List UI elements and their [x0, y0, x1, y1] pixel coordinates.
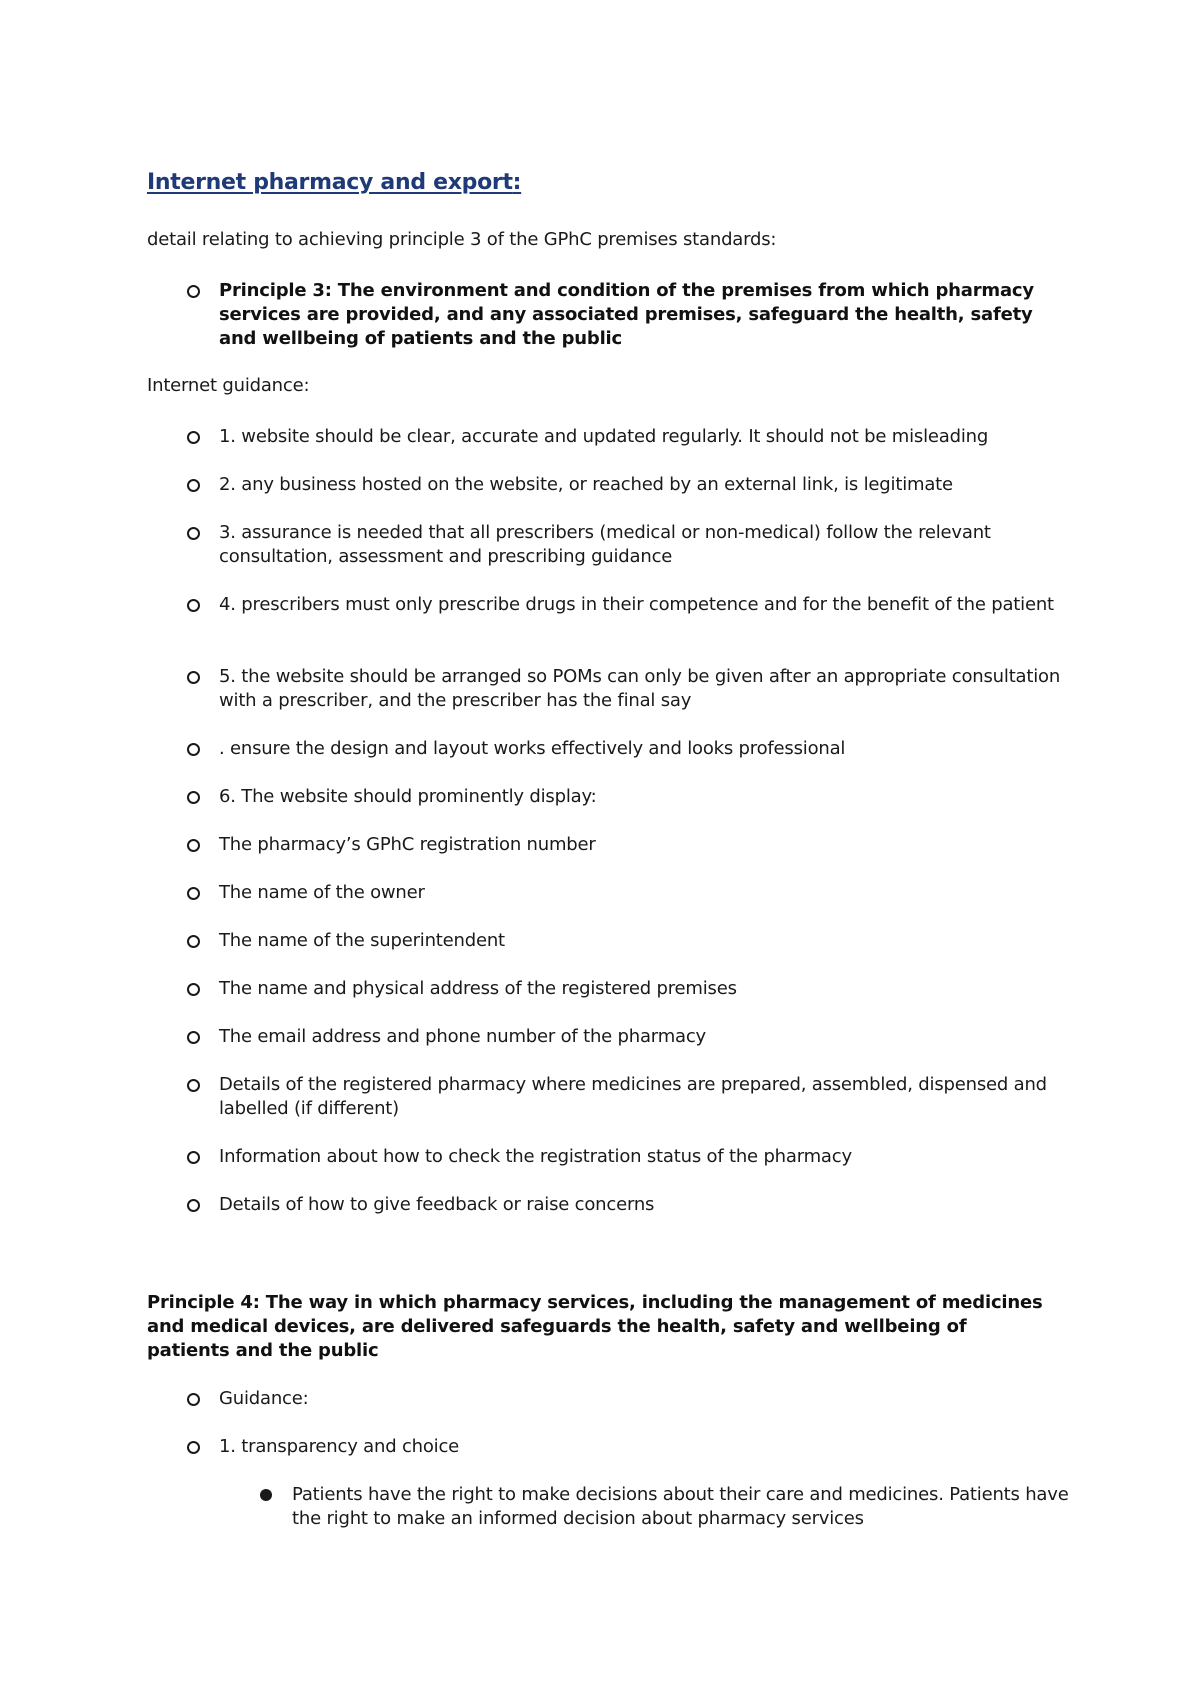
- principle-3-text: Principle 3: The environment and condition of the premises from which pharmacy services are provided, and any associated premises, safeguard the health, safety and wellbeing of patients and the public: [219, 280, 1034, 349]
- hollow-bullet-icon: [187, 1079, 200, 1092]
- hollow-bullet-icon: [187, 671, 200, 684]
- hollow-bullet-icon: [187, 431, 200, 444]
- hollow-bullet-icon: [187, 285, 200, 298]
- intro-text: detail relating to achieving principle 3 of the GPhC premises standards:: [147, 229, 777, 250]
- document-page: Internet pharmacy and export: detail relating to achieving principle 3 of the GPhC premises standards: Principle 3: The environment and condition of the premises from which pharmacy services are provided, and any associated premises, safeguard the health, safety and wellbeing of patients and the public Internet guidance: 1. website should be clear, accurate and updated regularly. It should not be misleading 2. any business hosted on the website, or reached by an external link, is legitimate 3. assurance is needed that all prescribers (medical or non-medical) follow the relevant consultation, assessment and prescribing guidance 4. prescribers must only prescribe drugs in their competence and for the benefit of the patient 5. the website should be arranged so POMs can only be given after an appropriate consultation with a prescriber, and the prescriber has the final say . ensure the design and layout works effectively and looks professional 6. The website should prominently display: The pharmacy’s GPhC registration number The name of the owner The name of the superintendent The name and physical address of the registered premises The email address and phone number of the pharmacy Details of the registered pharmacy where medicines are prepared, assembled, dispensed and labelled (if different) Information about how to check the registration status of the pharmacy Details of how to give feedback or raise concerns Principle 4: The way in which pharmacy services, including the management of medicines and medical devices, are delivered safeguards the health, safety and wellbeing of patients and the public Guidance: 1. transparency and choice Patients have the right to make decisions about their care and medicines. Patients have the right to make an informed decision about pharmacy services: [147, 170, 1069, 1529]
- hollow-bullet-icon: [187, 1441, 200, 1454]
- hollow-bullet-icon: [187, 479, 200, 492]
- hollow-bullet-icon: [187, 743, 200, 756]
- hollow-bullet-icon: [187, 887, 200, 900]
- hollow-bullet-icon: [187, 527, 200, 540]
- hollow-bullet-icon: [187, 839, 200, 852]
- hollow-bullet-icon: [187, 1151, 200, 1164]
- document-title: Internet pharmacy and export:: [147, 170, 522, 195]
- principle-4-heading: Principle 4: The way in which pharmacy services, including the management of medicines and medical devices, are delivered safeguards the health, safety and wellbeing of patients and the public: [147, 1292, 1043, 1361]
- internet-guidance-label: Internet guidance:: [147, 375, 310, 396]
- filled-bullet-icon: [260, 1489, 272, 1501]
- hollow-bullet-icon: [187, 1031, 200, 1044]
- hollow-bullet-icon: [187, 935, 200, 948]
- hollow-bullet-icon: [187, 1199, 200, 1212]
- hollow-bullet-icon: [187, 791, 200, 804]
- hollow-bullet-icon: [187, 599, 200, 612]
- hollow-bullet-icon: [187, 1393, 200, 1406]
- hollow-bullet-icon: [187, 983, 200, 996]
